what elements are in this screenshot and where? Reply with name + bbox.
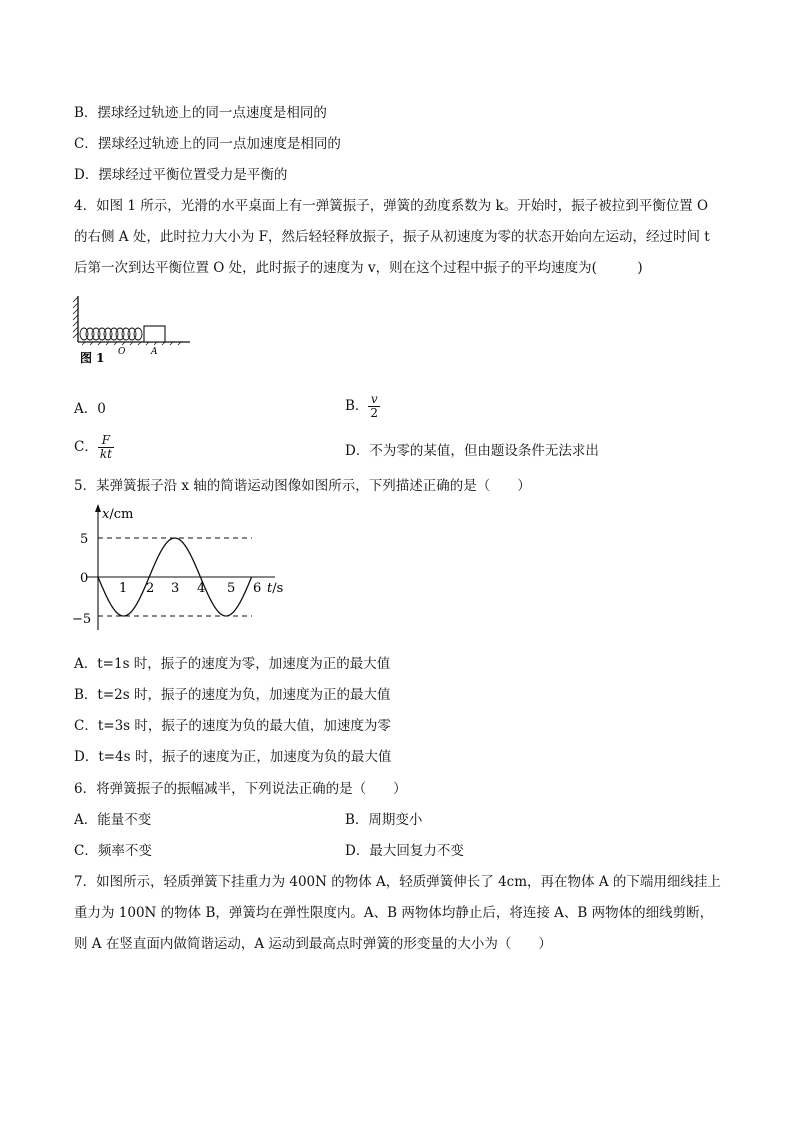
y-axis-arrow xyxy=(95,504,101,512)
q5-stem: 5．某弹簧振子沿 x 轴的简谐运动图像如图所示，下列描述正确的是（ ） xyxy=(74,478,531,494)
q6-option-d: D．最大回复力不变 xyxy=(345,843,464,859)
q6-option-c: C．频率不变 xyxy=(74,843,152,859)
q4-option-b xyxy=(345,393,380,420)
x-tick-5: 5 xyxy=(227,581,236,596)
q5-option-c: C．t=3s 时，振子的速度为负的最大值，加速度为零 xyxy=(74,718,391,734)
label-o: O xyxy=(118,347,126,357)
q4-option-b-prefix: B． xyxy=(345,398,369,414)
q5-option-b: B．t=2s 时，振子的速度为负，加速度为正的最大值 xyxy=(74,687,391,703)
frac-denominator: 2 xyxy=(370,406,379,420)
figure-caption: 图 1 xyxy=(80,351,105,364)
q6-option-b: B．周期变小 xyxy=(345,812,423,828)
y-axis-label: x/cm xyxy=(102,507,134,522)
q5-option-d: D．t=4s 时，振子的速度为正，加速度为负的最大值 xyxy=(74,749,392,765)
label-a: A xyxy=(151,347,158,357)
q4-option-c-prefix: C． xyxy=(74,439,98,455)
q4-figure-spring-oscillator xyxy=(72,292,202,364)
q5-option-a: A．t=1s 时，振子的速度为零，加速度为正的最大值 xyxy=(74,656,391,672)
oscillator-block xyxy=(144,326,165,342)
frac-numerator: F xyxy=(101,433,111,447)
x-tick-1: 1 xyxy=(119,581,128,596)
q4-option-d: D．不为零的某值，但由题设条件无法求出 xyxy=(345,443,599,459)
q7-stem-line1: 7．如图所示，轻质弹簧下挂重力为 400N 的物体 A，轻质弹簧伸长了 4cm，再在物体 A 的下端用细线挂上 xyxy=(74,874,721,890)
q4-option-c xyxy=(74,434,114,461)
y-tick-neg5: −5 xyxy=(72,612,92,627)
q6-stem: 6．将弹簧振子的振幅减半，下列说法正确的是（ ） xyxy=(74,781,407,797)
x-axis-label: t/s xyxy=(267,581,284,596)
frac-numerator: v xyxy=(370,392,378,406)
x-tick-6: 6 xyxy=(253,581,262,596)
q7-stem-line3: 则 A 在竖直面内做简谐运动，A 运动到最高点时弹簧的形变量的大小为（ ） xyxy=(74,936,552,952)
q4-stem-line3: 后第一次到达平衡位置 O 处，此时振子的速度为 v，则在这个过程中振子的平均速度为( ) xyxy=(74,260,643,276)
fraction-f-over-kt xyxy=(98,434,114,461)
q3-option-c: C．摆球经过轨迹上的同一点加速度是相同的 xyxy=(74,136,341,152)
q3-option-b: B．摆球经过轨迹上的同一点速度是相同的 xyxy=(74,105,327,121)
y-tick-5: 5 xyxy=(80,532,89,547)
q4-option-a: A．0 xyxy=(74,401,106,417)
spring-coil xyxy=(80,328,142,340)
x-tick-4: 4 xyxy=(197,581,206,596)
q6-option-a: A．能量不变 xyxy=(74,812,152,828)
q4-stem-line1: 4．如图 1 所示，光滑的水平桌面上有一弹簧振子，弹簧的劲度系数为 k。开始时，振子被拉到平衡位置 O xyxy=(74,198,709,214)
x-tick-3: 3 xyxy=(171,581,180,596)
q7-stem-line2: 重力为 100N 的物体 B，弹簧均在弹性限度内。A、B 两物体均静止后，将连接 A、B 两物体的细线剪断， xyxy=(74,905,714,921)
x-tick-2: 2 xyxy=(146,581,155,596)
frac-denominator: kt xyxy=(99,447,112,461)
q4-stem-line2: 的右侧 A 处，此时拉力大小为 F，然后轻轻释放振子，振子从初速度为零的状态开始向左运动，经过时间 t xyxy=(74,229,710,245)
q5-displacement-time-graph xyxy=(70,500,300,640)
y-tick-0: 0 xyxy=(80,571,89,586)
fraction-v-over-2 xyxy=(368,393,380,420)
q3-option-d: D．摆球经过平衡位置受力是平衡的 xyxy=(74,167,288,183)
